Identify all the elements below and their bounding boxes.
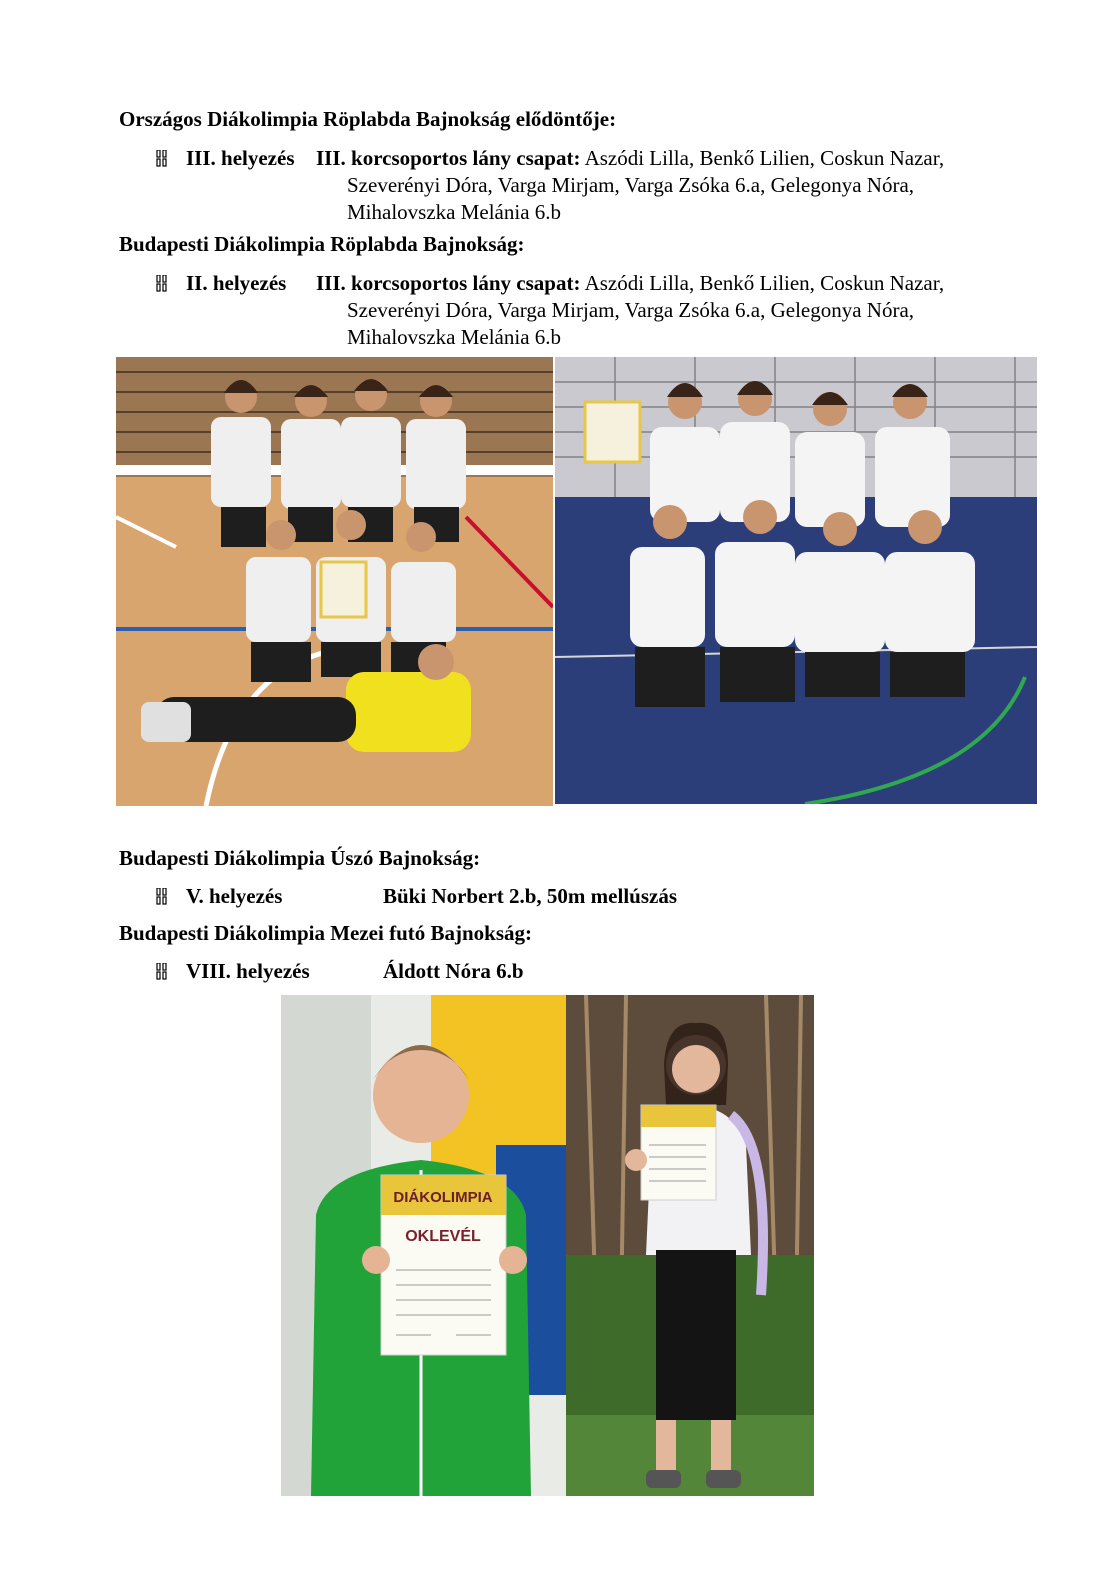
- section-heading-cross-country: Budapesti Diákolimpia Mezei futó Bajnokság:: [119, 921, 533, 945]
- medal-icon: [156, 888, 168, 905]
- athlete-name: Büki Norbert 2.b, 50m mellúszás: [383, 884, 677, 908]
- team-description: [316, 145, 1007, 226]
- section-heading-national-volleyball: Országos Diákolimpia Röplabda Bajnokság elődöntője:: [119, 107, 617, 131]
- swimmer-photo: [281, 995, 566, 1496]
- medal-icon: [156, 963, 168, 980]
- team-description: [316, 270, 1007, 351]
- placement-label: III. helyezés: [186, 146, 295, 170]
- medal-icon: [156, 150, 168, 167]
- placement-label: V. helyezés: [186, 884, 283, 908]
- team-label: III. korcsoportos lány csapat:: [316, 146, 581, 170]
- result-entry-national-volleyball: [0, 145, 1110, 226]
- certificate-title: OKLEVÉL: [405, 1228, 481, 1245]
- placement-label: II. helyezés: [186, 271, 287, 295]
- section-heading-swimming: Budapesti Diákolimpia Úszó Bajnokság:: [119, 846, 481, 870]
- team-photo-right: [555, 357, 1037, 804]
- result-entry-budapest-volleyball: [0, 270, 1110, 351]
- medal-icon: [156, 275, 168, 292]
- team-members: Aszódi Lilla, Benkő Lilien, Coskun Nazar, Szeverényi Dóra, Varga Mirjam, Varga Zsóka 6.a, Gelegonya Nóra, Mihalovszka Melánia 6.b: [347, 146, 945, 224]
- runner-photo: [566, 995, 814, 1496]
- certificate-brand: DIÁKOLIMPIA: [393, 1189, 493, 1206]
- result-entry-swimming: [0, 883, 1110, 910]
- placement-label: VIII. helyezés: [186, 959, 310, 983]
- team-members: Aszódi Lilla, Benkő Lilien, Coskun Nazar, Szeverényi Dóra, Varga Mirjam, Varga Zsóka 6.a, Gelegonya Nóra, Mihalovszka Melánia 6.b: [347, 271, 945, 349]
- team-photo-left: [116, 357, 553, 806]
- result-entry-cross-country: [0, 958, 1110, 985]
- athlete-name: Áldott Nóra 6.b: [383, 959, 524, 983]
- team-label: III. korcsoportos lány csapat:: [316, 271, 581, 295]
- section-heading-budapest-volleyball: Budapesti Diákolimpia Röplabda Bajnokság:: [119, 232, 525, 256]
